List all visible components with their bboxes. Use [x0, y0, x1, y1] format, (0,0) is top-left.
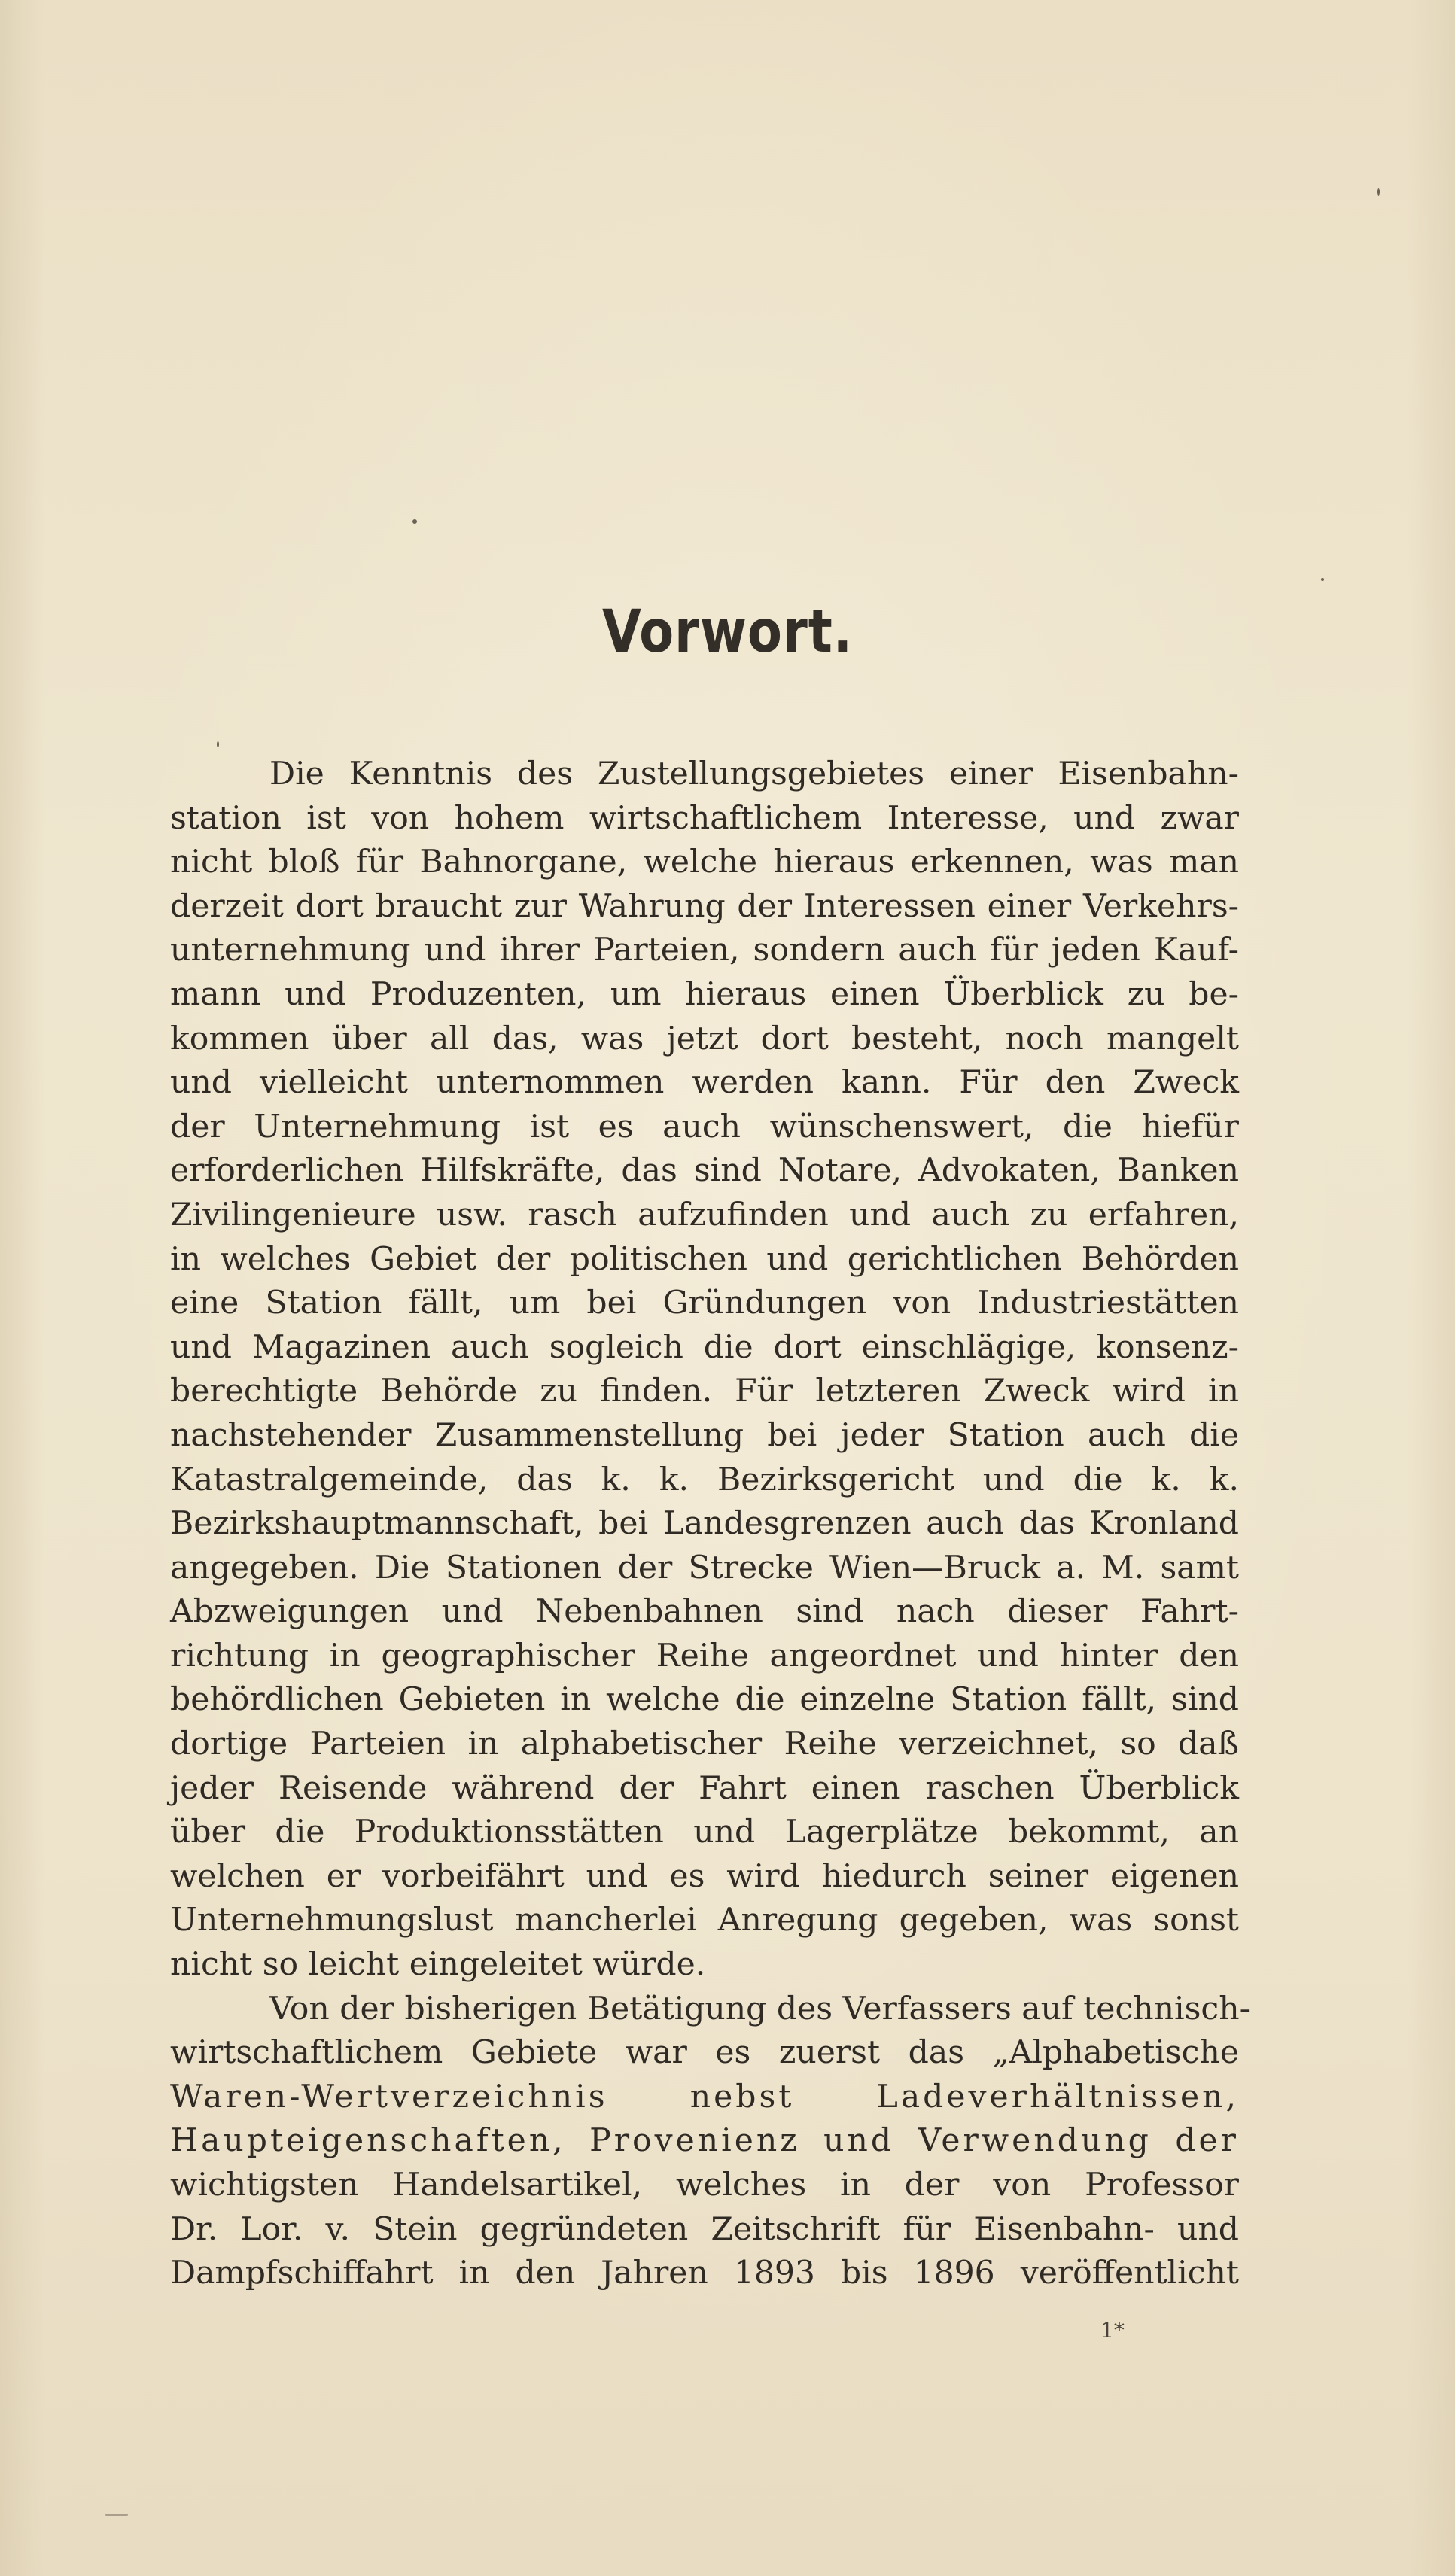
- text-line: Die Kenntnis des Zustellungsgebietes einer Eisenbahn-: [269, 756, 1239, 792]
- text-line: jeder Reisende während der Fahrt einen raschen Überblick: [170, 1769, 1239, 1807]
- text-line: Haupteigenschaften, Provenienz und Verwendung der: [170, 2122, 1239, 2160]
- text-line: über die Produktionsstätten und Lagerplätze bekommt, an: [170, 1814, 1239, 1851]
- text-line: nachstehender Zusammenstellung bei jeder Station auch die: [170, 1416, 1239, 1454]
- text-line: kommen über all das, was jetzt dort besteht, noch mangelt: [170, 1020, 1239, 1057]
- text-line: dortige Parteien in alphabetischer Reihe verzeichnet, so daß: [170, 1726, 1239, 1763]
- text-line: Dampfschiffahrt in den Jahren 1893 bis 1896 veröffentlicht: [170, 2255, 1239, 2292]
- text-line: Bezirkshauptmannschaft, bei Landesgrenzen auch das Kronland: [170, 1505, 1239, 1543]
- paper-speck: [412, 519, 417, 524]
- text-line: mann und Produzenten, um hieraus einen Überblick zu be-: [170, 975, 1239, 1013]
- text-line: nicht so leicht eingeleitet würde.: [170, 1946, 706, 1984]
- text-line: wirtschaftlichem Gebiete war es zuerst das „Alphabetische: [170, 2034, 1239, 2072]
- paper-speck: [105, 2514, 128, 2516]
- foreword-text: [170, 753, 1250, 2296]
- text-line: behördlichen Gebieten in welche die einzelne Station fällt, sind: [170, 1681, 1239, 1719]
- text-line: und vielleicht unternommen werden kann. Für den Zweck: [170, 1064, 1239, 1102]
- text-line: berechtigte Behörde zu finden. Für letzteren Zweck wird in: [170, 1373, 1239, 1410]
- text-line: Unternehmungslust mancherlei Anregung gegeben, was sonst: [170, 1902, 1239, 1939]
- paper-speck: [217, 741, 219, 747]
- text-line: richtung in geographischer Reihe angeordnet und hinter den: [170, 1637, 1239, 1674]
- text-line: Katastralgemeinde, das k. k. Bezirksgericht und die k. k.: [170, 1461, 1239, 1498]
- text-line: derzeit dort braucht zur Wahrung der Interessen einer Verkehrs-: [170, 887, 1239, 925]
- text-line: Zivilingenieure usw. rasch aufzufinden und auch zu erfahren,: [170, 1196, 1239, 1233]
- text-line: in welches Gebiet der politischen und gerichtlichen Behörden: [170, 1240, 1239, 1278]
- paper-speck: [1321, 578, 1324, 581]
- text-line: Von der bisherigen Betätigung des Verfassers auf technisch-: [269, 1990, 1250, 2027]
- signature-mark: 1*: [1100, 2318, 1125, 2343]
- text-line: eine Station fällt, um bei Gründungen von Industriestätten: [170, 1285, 1239, 1322]
- text-line: wichtigsten Handelsartikel, welches in der von Professor: [170, 2167, 1239, 2203]
- text-line: erforderlichen Hilfskräfte, das sind Notare, Advokaten, Banken: [170, 1152, 1239, 1190]
- text-line: unternehmung und ihrer Parteien, sondern auch für jeden Kauf-: [170, 932, 1239, 969]
- text-line: angegeben. Die Stationen der Strecke Wien—Bruck a. M. samt: [170, 1549, 1239, 1586]
- text-line: Abzweigungen und Nebenbahnen sind nach dieser Fahrt-: [170, 1593, 1239, 1631]
- text-line: Dr. Lor. v. Stein gegründeten Zeitschrift für Eisenbahn- und: [170, 2210, 1239, 2248]
- text-line: der Unternehmung ist es auch wünschenswert, die hiefür: [170, 1108, 1239, 1145]
- paper-speck: [1377, 188, 1380, 196]
- text-line: station ist von hohem wirtschaftlichem Interesse, und zwar: [170, 799, 1239, 837]
- page-title: Vorwort.: [602, 598, 853, 666]
- text-line: Waren-Wertverzeichnis nebst Ladeverhältnissen,: [170, 2078, 1239, 2115]
- text-line: und Magazinen auch sogleich die dort einschlägige, konsenz-: [170, 1328, 1239, 1366]
- text-line: welchen er vorbeifährt und es wird hiedurch seiner eigenen: [170, 1857, 1239, 1895]
- text-line: nicht bloß für Bahnorgane, welche hieraus erkennen, was man: [170, 844, 1239, 881]
